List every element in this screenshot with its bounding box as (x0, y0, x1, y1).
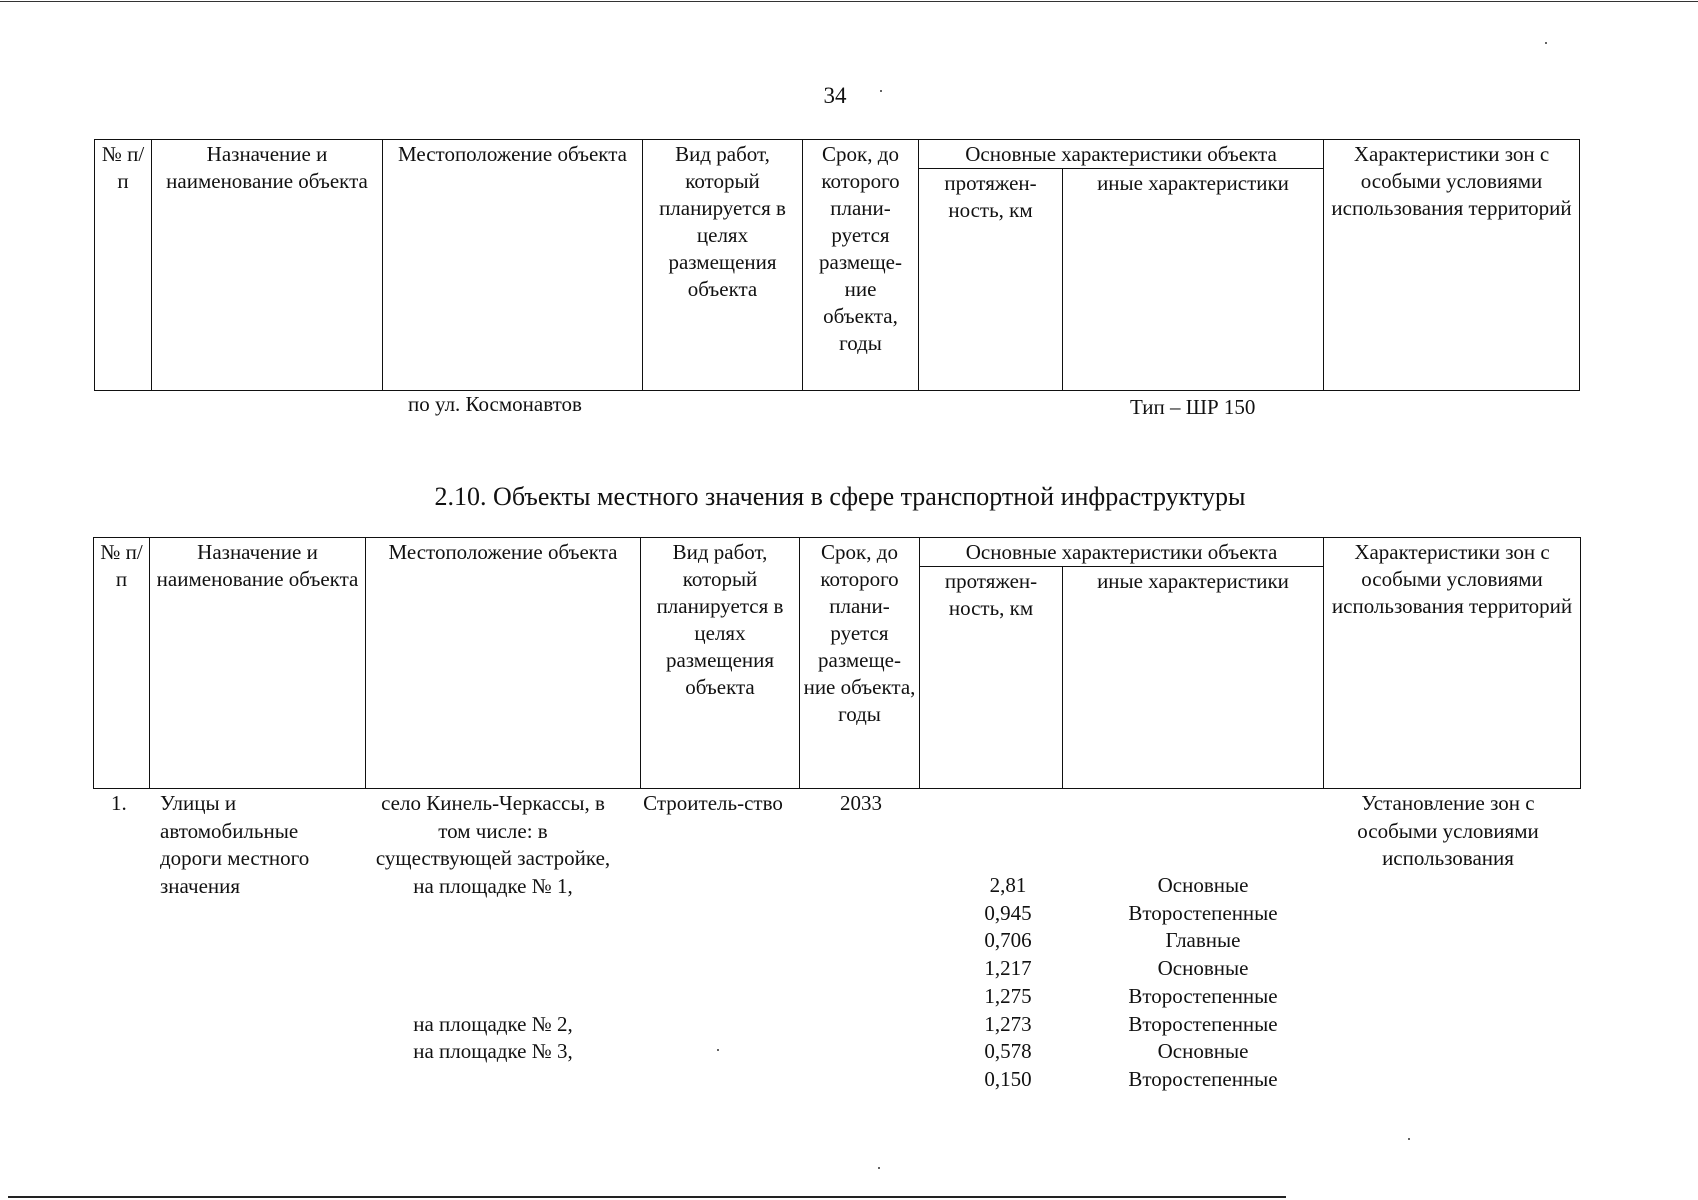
road-type: Основные (1157, 873, 1249, 897)
road-type: Главные (1165, 928, 1241, 953)
row-num: 1. (111, 791, 127, 815)
header-main-characteristics: Основные характеристики объекта (919, 140, 1324, 169)
table-header-continued (94, 139, 1580, 391)
header-deadline: Срок, до которого плани-руется размеще-ние объекта, годы (803, 140, 919, 391)
row-name: Улицы и автомобильные дороги местного значения (160, 791, 310, 899)
table-row (93, 790, 1580, 1100)
length-value: 1,275 (984, 983, 1032, 1008)
table-header (93, 537, 1581, 789)
section-title: 2.10. Объекты местного значения в сфере транспортной инфраструктуры (434, 482, 1246, 511)
row-location-extra-1: на площадке № 2, (413, 1012, 573, 1036)
header-location: Местоположение объекта (366, 538, 641, 789)
top-rule (0, 1, 1698, 2)
road-type: Основные (1157, 956, 1249, 981)
row-location: село Кинель-Черкассы, в том числе: в существующей застройке, на площадке № 1, (375, 791, 611, 899)
road-type: Второстепенные (1128, 1011, 1278, 1036)
length-value: 0,578 (984, 1039, 1032, 1064)
road-type: Второстепенные (1128, 1066, 1278, 1091)
length-value: 0,945 (984, 900, 1032, 925)
scan-speck (1545, 42, 1547, 44)
road-type: Второстепенные (1128, 900, 1278, 925)
header-length: протяжен-ность, км (919, 169, 1063, 391)
continuation-type: Тип – ШР 150 (1130, 395, 1256, 419)
header-zones: Характеристики зон с особыми условиями использования территорий (1324, 538, 1581, 789)
header-name: Назначение и наименование объекта (150, 538, 366, 789)
header-zones: Характеристики зон с особыми условиями использования территорий (1324, 140, 1580, 391)
row-location-extra-2: на площадке № 3, (413, 1039, 573, 1063)
road-type: Основные (1157, 1039, 1249, 1064)
scan-speck (1408, 1138, 1410, 1140)
bottom-rule (8, 1196, 1286, 1198)
length-value: 2,81 (989, 873, 1027, 897)
length-list (953, 872, 1063, 1094)
header-deadline: Срок, до которого плани-руется размеще-ние объекта, годы (800, 538, 920, 789)
length-value: 1,217 (984, 956, 1032, 981)
scan-speck (880, 90, 882, 92)
header-num: № п/п (94, 538, 150, 789)
road-type-list (1093, 872, 1313, 1094)
length-value: 0,150 (984, 1066, 1032, 1091)
scan-speck (717, 1049, 719, 1051)
row-work-type: Строитель-ство (643, 791, 783, 815)
header-length: протяжен-ность, км (920, 567, 1063, 789)
header-main-characteristics: Основные характеристики объекта (920, 538, 1324, 567)
page-number: 34 (823, 83, 847, 108)
continuation-location: по ул. Космонавтов (408, 392, 582, 416)
road-type: Второстепенные (1128, 983, 1278, 1008)
length-value: 0,706 (984, 928, 1032, 953)
header-work-type: Вид работ, который планируется в целях размещения объекта (641, 538, 800, 789)
row-zones: Установление зон с особыми условиями использования (1357, 791, 1539, 871)
header-other-characteristics: иные характеристики (1063, 169, 1324, 391)
length-value: 1,273 (984, 1011, 1032, 1036)
header-name: Назначение и наименование объекта (152, 140, 383, 391)
header-num: № п/п (95, 140, 152, 391)
header-work-type: Вид работ, который планируется в целях размещения объекта (643, 140, 803, 391)
header-location: Местоположение объекта (383, 140, 643, 391)
header-other-characteristics: иные характеристики (1063, 567, 1324, 789)
scan-speck (878, 1167, 880, 1169)
row-deadline: 2033 (840, 791, 882, 815)
